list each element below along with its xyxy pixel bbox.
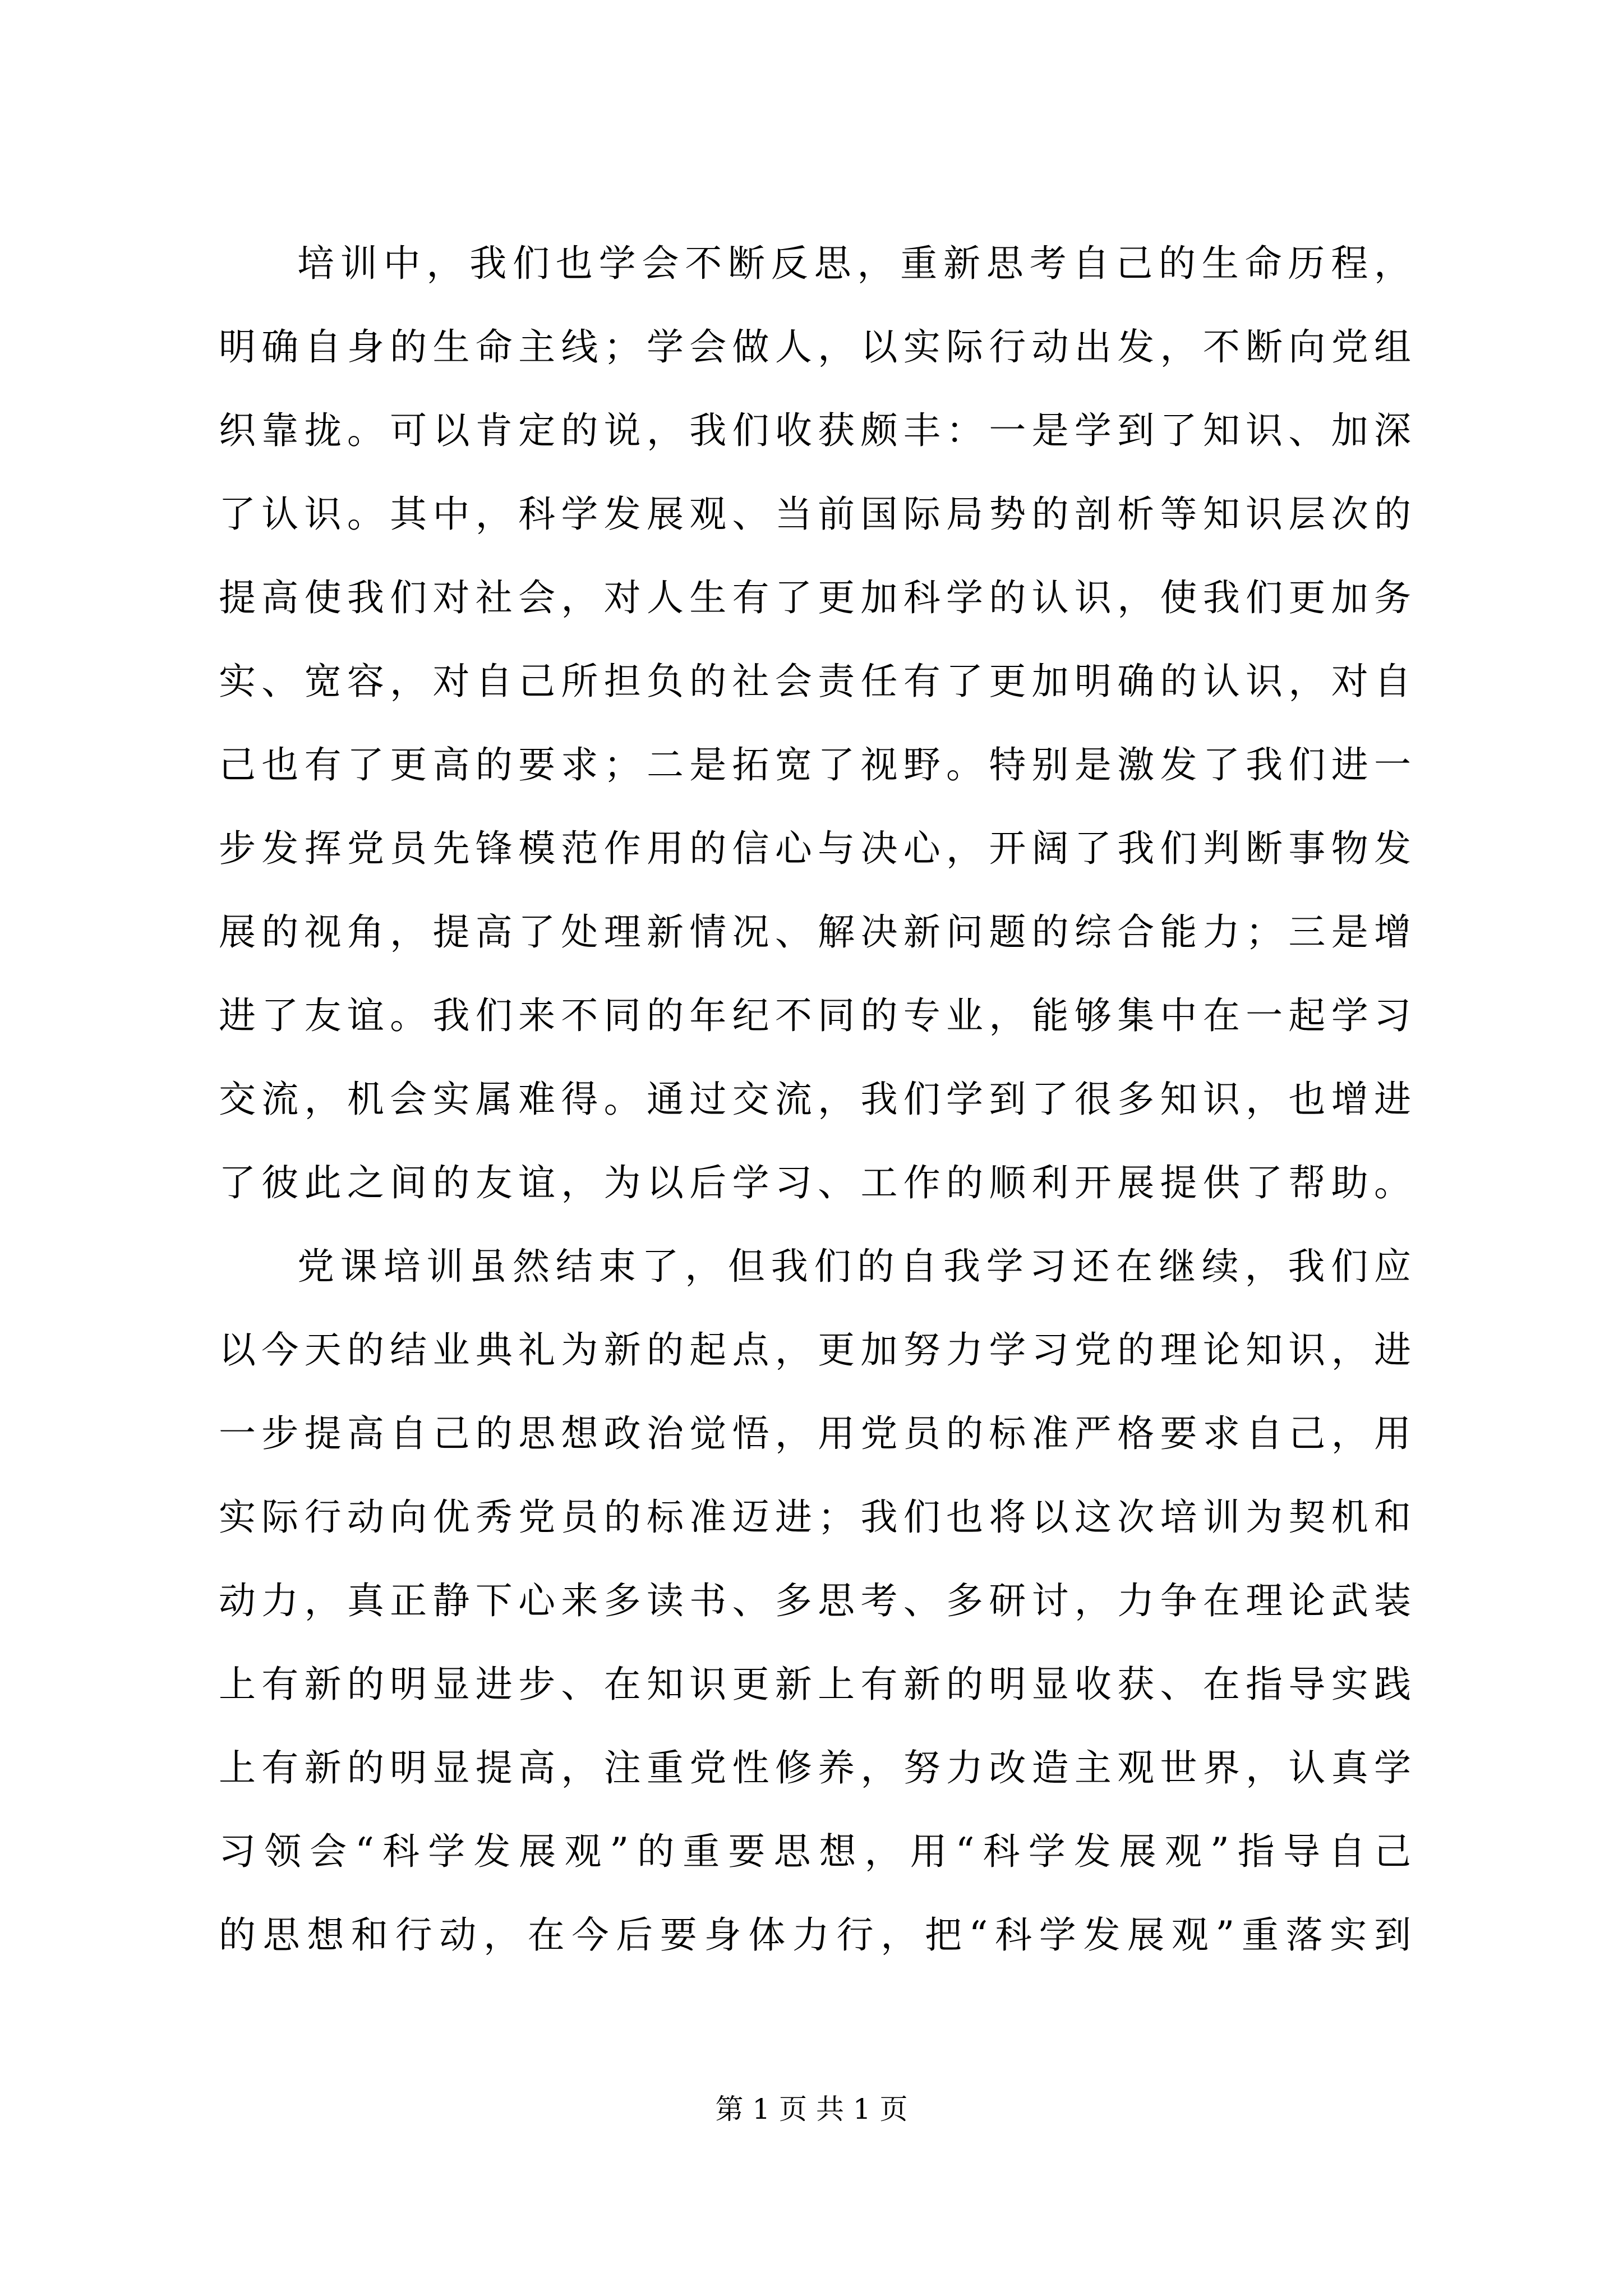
paragraph-1-line-10: 进了友谊。我们来不同的年纪不同的专业，能够集中在一起学习 <box>219 994 1413 1037</box>
paragraph-2-line-7: 上有新的明显提高，注重党性修养，努力改造主观世界，认真学 <box>219 1746 1413 1789</box>
paragraph-1-line-8: 步发挥党员先锋模范作用的信心与决心，开阔了我们判断事物发 <box>219 827 1413 870</box>
paragraph-2-line-4: 实际行动向优秀党员的标准迈进；我们也将以这次培训为契机和 <box>219 1496 1413 1539</box>
paragraph-2-line-8: 习领会“科学发展观”的重要思想，用“科学发展观”指导自己 <box>219 1830 1413 1873</box>
paragraph-1-line-4: 了认识。其中，科学发展观、当前国际局势的剖析等知识层次的 <box>219 493 1413 536</box>
paragraph-2-line-5: 动力，真正静下心来多读书、多思考、多研讨，力争在理论武装 <box>219 1579 1413 1622</box>
document-body <box>219 222 1413 1977</box>
paragraph-1-line-2: 明确自身的生命主线；学会做人，以实际行动出发，不断向党组 <box>219 325 1413 369</box>
paragraph-2-line-2: 以今天的结业典礼为新的起点，更加努力学习党的理论知识，进 <box>219 1328 1413 1372</box>
paragraph-2-line-3: 一步提高自己的思想政治觉悟，用党员的标准严格要求自己，用 <box>219 1412 1413 1455</box>
paragraph-1-line-11: 交流，机会实属难得。通过交流，我们学到了很多知识，也增进 <box>219 1078 1413 1121</box>
paragraph-2-line-6: 上有新的明显进步、在知识更新上有新的明显收获、在指导实践 <box>219 1663 1413 1706</box>
page-number-footer: 第 1 页 共 1 页 <box>715 2093 908 2125</box>
paragraph-2-line-1: 党课培训虽然结束了，但我们的自我学习还在继续，我们应 <box>297 1245 1413 1288</box>
paragraph-2-line-9: 的思想和行动，在今后要身体力行，把“科学发展观”重落实到 <box>219 1913 1413 1957</box>
paragraph-1-line-1: 培训中，我们也学会不断反思，重新思考自己的生命历程， <box>297 242 1413 285</box>
paragraph-1-line-12: 了彼此之间的友谊，为以后学习、工作的顺利开展提供了帮助。 <box>219 1161 1413 1204</box>
paragraph-1-line-5: 提高使我们对社会，对人生有了更加科学的认识，使我们更加务 <box>219 576 1413 619</box>
paragraph-1-line-6: 实、宽容，对自己所担负的社会责任有了更加明确的认识，对自 <box>219 660 1413 703</box>
paragraph-1-line-7: 己也有了更高的要求；二是拓宽了视野。特别是激发了我们进一 <box>219 743 1413 786</box>
paragraph-1-line-3: 织靠拢。可以肯定的说，我们收获颇丰：一是学到了知识、加深 <box>219 409 1413 452</box>
paragraph-1-line-9: 展的视角，提高了处理新情况、解决新问题的综合能力；三是增 <box>219 910 1413 954</box>
